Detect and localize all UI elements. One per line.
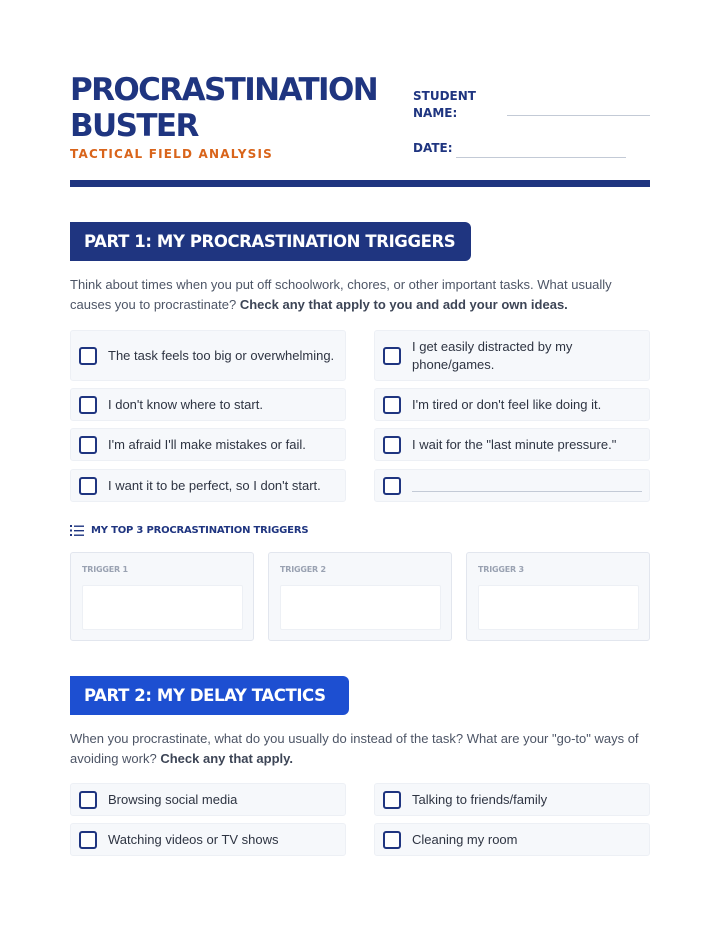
trigger-option-label: I'm afraid I'll make mistakes or fail.: [108, 436, 306, 452]
part-1-intro-text: Think about times when you put off schoolwork, chores, or other important tasks. What usually causes you to procrastinate?: [70, 277, 612, 312]
date-field[interactable]: [456, 157, 626, 158]
trigger-card-label: TRIGGER 3: [478, 565, 524, 574]
header-divider: [70, 180, 650, 187]
trigger-option-label: I get easily distracted by my phone/games.: [412, 338, 573, 372]
page-title-line-1: PROCRASTINATION: [70, 72, 378, 108]
part-1-intro-instruction: Check any that apply to you and add your own ideas.: [239, 297, 568, 312]
student-name-field[interactable]: [507, 115, 650, 116]
checkbox[interactable]: [383, 436, 401, 454]
delay-option-label: Talking to friends/family: [412, 791, 548, 807]
title-block: [70, 72, 400, 161]
checkbox[interactable]: [79, 477, 97, 495]
trigger-option-label: I don't know where to start.: [108, 396, 263, 412]
trigger-2-input[interactable]: [280, 585, 441, 630]
delay-option-3[interactable]: [70, 823, 346, 856]
checkbox[interactable]: [79, 347, 97, 365]
student-name-label-line-1: STUDENT: [413, 89, 476, 103]
page-subtitle: TACTICAL FIELD ANALYSIS: [70, 147, 273, 161]
trigger-3-input[interactable]: [478, 585, 639, 630]
top-3-heading: [70, 524, 308, 537]
date-label: DATE:: [413, 141, 453, 155]
trigger-option-5[interactable]: [70, 428, 346, 461]
trigger-card-label: TRIGGER 2: [280, 565, 326, 574]
checkbox[interactable]: [79, 436, 97, 454]
part-1-intro: [70, 275, 650, 315]
trigger-option-3[interactable]: [70, 388, 346, 421]
delay-option-4[interactable]: [374, 823, 650, 856]
checkbox[interactable]: [79, 831, 97, 849]
trigger-option-6[interactable]: [374, 428, 650, 461]
trigger-option-1[interactable]: [70, 330, 346, 381]
checkbox[interactable]: [383, 347, 401, 365]
trigger-option-custom[interactable]: [374, 469, 650, 502]
trigger-option-label: The task feels too big or overwhelming.: [108, 347, 335, 363]
trigger-option-label: I'm tired or don't feel like doing it.: [412, 396, 602, 412]
student-name-label-line-2: NAME:: [413, 106, 458, 120]
trigger-option-label: I want it to be perfect, so I don't start.: [108, 477, 321, 493]
trigger-option-4[interactable]: [374, 388, 650, 421]
part-2-heading: PART 2: MY DELAY TACTICS: [70, 676, 349, 715]
top-3-title: MY TOP 3 PROCRASTINATION TRIGGERS: [91, 525, 309, 536]
trigger-card-3: [466, 552, 650, 641]
checkbox[interactable]: [383, 396, 401, 414]
trigger-option-label: I wait for the "last minute pressure.": [412, 436, 617, 452]
part-1-heading: PART 1: MY PROCRASTINATION TRIGGERS: [70, 222, 471, 261]
part-2-intro-text: When you procrastinate, what do you usually do instead of the task? What are your "go-to" ways of avoiding work?: [70, 731, 639, 766]
numbered-list-icon: [70, 524, 84, 537]
delay-option-1[interactable]: [70, 783, 346, 816]
checkbox[interactable]: [79, 791, 97, 809]
checkbox[interactable]: [383, 831, 401, 849]
checkbox[interactable]: [79, 396, 97, 414]
part-2-intro: [70, 729, 650, 769]
delay-option-label: Browsing social media: [108, 791, 238, 807]
delay-option-label: Cleaning my room: [412, 831, 518, 847]
trigger-card-1: [70, 552, 254, 641]
trigger-card-2: [268, 552, 452, 641]
trigger-1-input[interactable]: [82, 585, 243, 630]
part-2-intro-instruction: Check any that apply.: [160, 751, 294, 766]
delay-option-label: Watching videos or TV shows: [108, 831, 279, 847]
delay-option-2[interactable]: [374, 783, 650, 816]
page-title-line-2: BUSTER: [70, 108, 198, 144]
trigger-card-label: TRIGGER 1: [82, 565, 128, 574]
checkbox[interactable]: [383, 791, 401, 809]
custom-trigger-input[interactable]: [412, 491, 642, 492]
checkbox[interactable]: [383, 477, 401, 495]
trigger-option-2[interactable]: [374, 330, 650, 381]
trigger-option-7[interactable]: [70, 469, 346, 502]
